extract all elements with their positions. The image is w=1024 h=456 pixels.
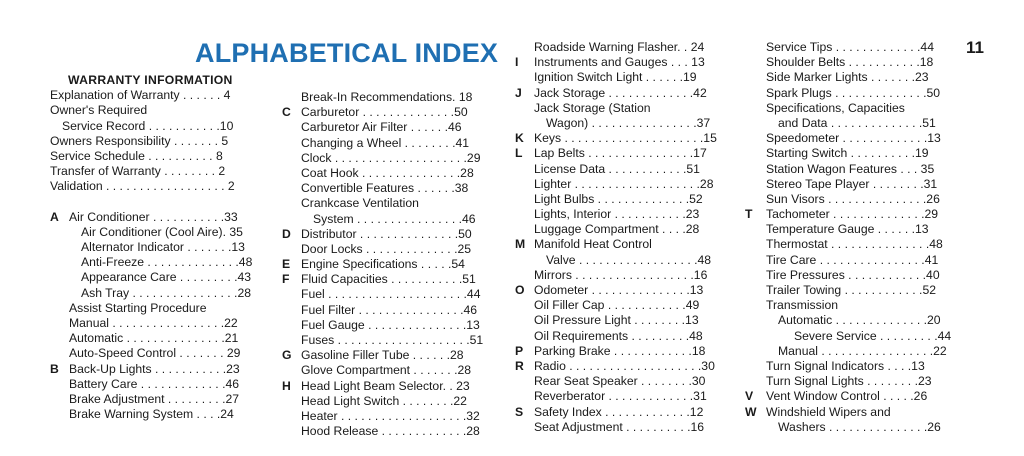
index-letter: T xyxy=(745,207,753,222)
index-entry xyxy=(745,389,960,404)
section-heading-text: WARRANTY INFORMATION xyxy=(68,73,233,87)
index-entry-text: Ignition Switch Light . . . . . .19 xyxy=(534,70,697,85)
index-entry xyxy=(745,192,960,207)
index-entry xyxy=(745,40,960,55)
index-entry xyxy=(515,55,730,70)
index-letter: D xyxy=(282,226,291,241)
index-entry xyxy=(745,70,960,85)
index-entry-text: Tire Pressures . . . . . . . . . . . .40 xyxy=(766,267,940,282)
index-entry xyxy=(282,151,497,166)
index-entry-text: Tire Care . . . . . . . . . . . . . . . .41 xyxy=(766,252,939,267)
index-entry xyxy=(745,359,960,374)
index-letter: A xyxy=(50,209,59,224)
index-entry-text: License Data . . . . . . . . . . . .51 xyxy=(534,161,700,176)
index-letter: L xyxy=(515,146,523,161)
index-entry xyxy=(745,374,960,389)
index-entry-text: Convertible Features . . . . . .38 xyxy=(301,181,469,196)
index-entry xyxy=(745,86,960,101)
index-entry-text: Washers . . . . . . . . . . . . . . .26 xyxy=(778,419,941,434)
index-entry xyxy=(745,131,960,146)
index-entry xyxy=(515,116,730,131)
index-entry xyxy=(745,283,960,298)
index-entry-text: Spark Plugs . . . . . . . . . . . . . .50 xyxy=(766,85,941,100)
index-entry-text: Carburetor Air Filter . . . . . .46 xyxy=(301,120,462,135)
index-entry-text: Radio . . . . . . . . . . . . . . . . . . . .30 xyxy=(534,358,715,373)
index-entry-text: Air Conditioner (Cool Aire). 35 xyxy=(81,224,243,239)
index-entry-text: and Data . . . . . . . . . . . . . .51 xyxy=(778,115,936,130)
index-entry-text: Battery Care . . . . . . . . . . . . .46 xyxy=(69,376,240,391)
index-entry-text: Sun Visors . . . . . . . . . . . . . . .26 xyxy=(766,191,940,206)
index-entry xyxy=(515,374,730,389)
index-letter: K xyxy=(515,131,524,146)
index-entry-text: Service Record . . . . . . . . . . .10 xyxy=(62,118,234,133)
index-entry-text: Vent Window Control . . . . .26 xyxy=(766,389,928,404)
index-entry-text: Oil Requirements . . . . . . . . .48 xyxy=(534,328,703,343)
index-entry xyxy=(50,316,265,331)
index-entry-text: Clock . . . . . . . . . . . . . . . . . . . .29 xyxy=(301,150,481,165)
index-entry-text: Rear Seat Speaker . . . . . . . .30 xyxy=(534,374,706,389)
index-entry xyxy=(50,149,265,164)
index-entry-text: Side Marker Lights . . . . . . .23 xyxy=(766,70,929,85)
index-entry-text: Thermostat . . . . . . . . . . . . . . .48 xyxy=(766,237,943,252)
index-entry-text: Appearance Care . . . . . . . . .43 xyxy=(81,270,252,285)
index-entry xyxy=(282,303,497,318)
index-entry-text: Crankcase Ventilation xyxy=(301,196,419,211)
index-entry-text: Hood Release . . . . . . . . . . . . .28 xyxy=(301,424,480,439)
index-entry xyxy=(745,268,960,283)
index-entry-text: Roadside Warning Flasher. . 24 xyxy=(534,40,705,54)
index-entry-text: Oil Pressure Light . . . . . . . .13 xyxy=(534,313,699,328)
index-letter: M xyxy=(515,237,526,252)
index-entry xyxy=(282,394,497,409)
index-entry xyxy=(515,70,730,85)
index-entry-text: System . . . . . . . . . . . . . . . .46 xyxy=(313,211,476,226)
page-title: ALPHABETICAL INDEX xyxy=(195,38,499,68)
index-entry xyxy=(515,389,730,404)
index-entry xyxy=(745,101,960,116)
index-letter: E xyxy=(282,257,291,272)
index-entry xyxy=(50,210,265,225)
index-entry xyxy=(282,227,497,242)
index-entry-text: Gasoline Filler Tube . . . . . .28 xyxy=(301,348,464,363)
section-heading xyxy=(50,73,265,88)
index-entry xyxy=(515,40,730,55)
index-entry-text: Head Light Beam Selector. . 23 xyxy=(301,378,470,393)
index-entry-text: Severe Service . . . . . . . . .44 xyxy=(794,328,952,343)
index-entry xyxy=(282,424,497,439)
index-column-2 xyxy=(282,90,497,439)
index-entry-text: Light Bulbs . . . . . . . . . . . . . .52 xyxy=(534,191,703,206)
index-entry xyxy=(50,179,265,194)
index-entry xyxy=(50,103,265,118)
index-entry-text: Tachometer . . . . . . . . . . . . . .29 xyxy=(766,207,939,222)
index-entry xyxy=(515,313,730,328)
index-entry-text: Auto-Speed Control . . . . . . . 29 xyxy=(69,346,241,361)
index-entry-text: Coat Hook . . . . . . . . . . . . . . .28 xyxy=(301,165,474,180)
index-entry xyxy=(282,120,497,135)
index-entry-text: Owner's Required xyxy=(50,103,148,118)
index-entry xyxy=(515,420,730,435)
index-entry xyxy=(282,363,497,378)
index-entry-text: Lighter . . . . . . . . . . . . . . . . . . .28 xyxy=(534,176,714,191)
index-entry xyxy=(515,86,730,101)
index-entry-text: Brake Warning System . . . .24 xyxy=(69,407,234,422)
index-entry xyxy=(282,287,497,302)
index-entry xyxy=(282,105,497,120)
index-entry-text: Safety Index . . . . . . . . . . . . .12 xyxy=(534,404,704,419)
index-entry-text: Speedometer . . . . . . . . . . . . .13 xyxy=(766,131,941,146)
index-entry-text: Station Wagon Features . . . 35 xyxy=(766,161,935,176)
index-entry-text: Assist Starting Procedure xyxy=(69,300,207,315)
index-entry-text: Luggage Compartment . . . .28 xyxy=(534,222,700,237)
index-entry xyxy=(282,212,497,227)
index-entry xyxy=(282,181,497,196)
index-entry xyxy=(745,55,960,70)
index-entry-text: Manual . . . . . . . . . . . . . . . . .22 xyxy=(778,343,947,358)
index-entry xyxy=(515,207,730,222)
index-letter: W xyxy=(745,404,757,419)
index-entry-text: Anti-Freeze . . . . . . . . . . . . . .48 xyxy=(81,255,253,270)
index-entry xyxy=(282,272,497,287)
index-entry xyxy=(282,348,497,363)
index-entry xyxy=(515,283,730,298)
index-entry-text: Transmission xyxy=(766,298,839,313)
index-entry-text: Fluid Capacities . . . . . . . . . . .51 xyxy=(301,272,476,287)
index-entry-text: Back-Up Lights . . . . . . . . . . .23 xyxy=(69,361,240,376)
index-entry-text: Jack Storage (Station xyxy=(534,100,651,115)
index-entry-text: Trailer Towing . . . . . . . . . . . .52 xyxy=(766,283,937,297)
index-entry xyxy=(515,359,730,374)
index-entry xyxy=(50,88,265,103)
index-entry xyxy=(515,192,730,207)
index-entry xyxy=(282,409,497,424)
index-entry xyxy=(745,237,960,252)
index-entry-text: Wagon) . . . . . . . . . . . . . . . .37 xyxy=(546,115,711,130)
index-entry xyxy=(515,101,730,116)
index-column-1 xyxy=(50,73,265,422)
index-entry-text: Automatic . . . . . . . . . . . . . . .21 xyxy=(69,331,239,346)
index-entry xyxy=(50,240,265,255)
index-entry xyxy=(282,379,497,394)
index-entry-text: Jack Storage . . . . . . . . . . . . .42 xyxy=(534,85,707,100)
index-entry-text: Stereo Tape Player . . . . . . . .31 xyxy=(766,176,938,191)
index-letter: H xyxy=(282,378,291,393)
index-entry-text: Keys . . . . . . . . . . . . . . . . . . . . .15 xyxy=(534,131,717,146)
index-entry-text: Distributor . . . . . . . . . . . . . . .50 xyxy=(301,226,472,241)
index-letter: I xyxy=(515,55,519,70)
index-entry-text: Mirrors . . . . . . . . . . . . . . . . . .16 xyxy=(534,267,708,282)
index-letter: R xyxy=(515,358,524,373)
index-entry-text: Fuel . . . . . . . . . . . . . . . . . . . . .44 xyxy=(301,287,481,302)
index-entry xyxy=(515,237,730,252)
index-entry xyxy=(50,407,265,422)
index-entry xyxy=(515,131,730,146)
index-entry-text: Engine Specifications . . . . .54 xyxy=(301,257,465,272)
index-entry-text: Service Schedule . . . . . . . . . . 8 xyxy=(50,148,223,163)
index-entry xyxy=(50,255,265,270)
index-entry xyxy=(515,162,730,177)
index-entry-text: Head Light Switch . . . . . . . .22 xyxy=(301,393,467,408)
spacer xyxy=(50,195,265,210)
index-entry-text: Alternator Indicator . . . . . . .13 xyxy=(81,240,245,255)
index-entry xyxy=(50,377,265,392)
index-entry xyxy=(745,298,960,313)
index-entry-text: Turn Signal Lights . . . . . . . .23 xyxy=(766,374,932,389)
index-entry-text: Brake Adjustment . . . . . . . . .27 xyxy=(69,391,240,406)
index-entry xyxy=(745,329,960,344)
index-entry-text: Parking Brake . . . . . . . . . . . .18 xyxy=(534,343,706,358)
index-entry xyxy=(50,270,265,285)
index-entry xyxy=(745,177,960,192)
index-letter: P xyxy=(515,343,524,358)
index-entry xyxy=(282,333,497,348)
index-entry-text: Fuel Filter . . . . . . . . . . . . . . . .46 xyxy=(301,302,478,317)
index-entry xyxy=(50,286,265,301)
index-entry xyxy=(50,346,265,361)
index-entry-text: Reverberator . . . . . . . . . . . . .31 xyxy=(534,389,707,404)
index-entry xyxy=(515,177,730,192)
index-entry-text: Oil Filler Cap . . . . . . . . . . . .49 xyxy=(534,298,700,313)
index-entry-text: Transfer of Warranty . . . . . . . . 2 xyxy=(50,164,226,179)
index-letter: J xyxy=(515,85,522,100)
index-entry xyxy=(282,318,497,333)
index-letter: V xyxy=(745,389,754,404)
index-entry xyxy=(50,225,265,240)
index-entry-text: Break-In Recommendations. 18 xyxy=(301,90,473,104)
index-entry xyxy=(50,301,265,316)
index-column-3 xyxy=(515,40,730,435)
index-letter: B xyxy=(50,361,59,376)
index-entry xyxy=(515,344,730,359)
index-entry xyxy=(50,331,265,346)
index-entry xyxy=(515,146,730,161)
index-entry-text: Changing a Wheel . . . . . . . .41 xyxy=(301,135,470,150)
index-column-4 xyxy=(745,40,960,435)
index-entry-text: Odometer . . . . . . . . . . . . . . .13 xyxy=(534,283,704,297)
index-entry xyxy=(282,257,497,272)
index-entry xyxy=(515,329,730,344)
index-entry-text: Carburetor . . . . . . . . . . . . . .50 xyxy=(301,105,468,120)
index-entry-text: Specifications, Capacities xyxy=(766,100,905,115)
index-entry xyxy=(50,164,265,179)
index-entry-text: Temperature Gauge . . . . . .13 xyxy=(766,222,929,237)
index-entry-text: Manifold Heat Control xyxy=(534,237,652,252)
index-entry xyxy=(50,392,265,407)
index-entry-text: Lap Belts . . . . . . . . . . . . . . . .17 xyxy=(534,146,707,161)
index-entry-text: Seat Adjustment . . . . . . . . . .16 xyxy=(534,419,705,434)
index-entry xyxy=(282,90,497,105)
index-entry xyxy=(515,298,730,313)
index-entry-text: Lights, Interior . . . . . . . . . . .23 xyxy=(534,207,700,222)
index-letter: C xyxy=(282,105,291,120)
index-entry xyxy=(745,207,960,222)
index-entry-text: Door Locks . . . . . . . . . . . . . .25 xyxy=(301,241,472,256)
index-entry-text: Glove Compartment . . . . . . .28 xyxy=(301,363,472,378)
index-entry xyxy=(282,242,497,257)
index-entry-text: Validation . . . . . . . . . . . . . . . . . . 2 xyxy=(50,179,235,194)
index-entry xyxy=(50,134,265,149)
index-letter: G xyxy=(282,348,292,363)
index-entry-text: Manual . . . . . . . . . . . . . . . . .22 xyxy=(69,316,238,330)
index-entry-text: Explanation of Warranty . . . . . . 4 xyxy=(50,88,231,103)
index-entry-text: Heater . . . . . . . . . . . . . . . . . . .32 xyxy=(301,408,480,423)
index-entry xyxy=(282,196,497,211)
index-entry xyxy=(515,253,730,268)
index-entry xyxy=(745,222,960,237)
index-entry xyxy=(50,362,265,377)
index-entry xyxy=(745,146,960,161)
index-entry-text: Fuses . . . . . . . . . . . . . . . . . . . .51 xyxy=(301,333,484,347)
index-entry xyxy=(745,253,960,268)
index-entry-text: Valve . . . . . . . . . . . . . . . . . .48 xyxy=(546,252,712,267)
index-letter: O xyxy=(515,283,525,297)
index-entry xyxy=(745,162,960,177)
index-entry xyxy=(515,222,730,237)
index-entry-text: Windshield Wipers and xyxy=(766,404,891,419)
index-entry-text: Owners Responsibility . . . . . . . 5 xyxy=(50,133,229,148)
index-entry-text: Turn Signal Indicators . . . .13 xyxy=(766,358,925,373)
index-entry xyxy=(282,136,497,151)
page-number: 11 xyxy=(966,38,984,57)
index-entry-text: Air Conditioner . . . . . . . . . . .33 xyxy=(69,209,238,224)
index-entry xyxy=(515,405,730,420)
index-entry xyxy=(50,119,265,134)
index-entry-text: Shoulder Belts . . . . . . . . . . .18 xyxy=(766,55,934,70)
index-entry xyxy=(745,116,960,131)
index-entry xyxy=(515,268,730,283)
index-letter: F xyxy=(282,272,290,287)
index-entry-text: Instruments and Gauges . . . 13 xyxy=(534,55,705,70)
index-entry xyxy=(745,420,960,435)
index-entry-text: Service Tips . . . . . . . . . . . . .44 xyxy=(766,40,934,54)
index-letter: S xyxy=(515,404,524,419)
index-entry-text: Starting Switch . . . . . . . . . .19 xyxy=(766,146,929,161)
index-entry-text: Fuel Gauge . . . . . . . . . . . . . . .13 xyxy=(301,317,480,332)
index-entry xyxy=(745,344,960,359)
index-entry-text: Ash Tray . . . . . . . . . . . . . . . .28 xyxy=(81,285,251,300)
index-entry xyxy=(745,405,960,420)
index-entry xyxy=(282,166,497,181)
index-entry-text: Automatic . . . . . . . . . . . . . .20 xyxy=(778,313,941,328)
index-entry xyxy=(745,313,960,328)
